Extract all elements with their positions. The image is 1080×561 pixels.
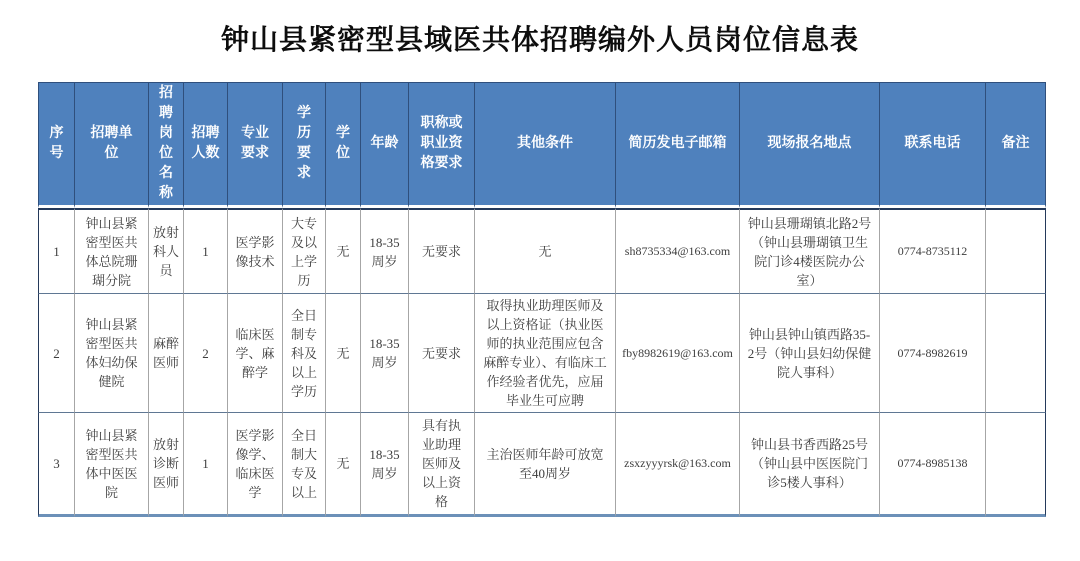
cell-location: 钟山县珊瑚镇北路2号（钟山县珊瑚镇卫生院门诊4楼医院办公室） <box>740 208 880 294</box>
cell-location: 钟山县钟山镇西路35-2号（钟山县妇幼保健院人事科） <box>740 294 880 413</box>
cell-major: 医学影像技术 <box>228 208 283 294</box>
cell-headcount: 2 <box>184 294 228 413</box>
cell-phone: 0774-8735112 <box>880 208 986 294</box>
cell-position: 麻醉医师 <box>149 294 184 413</box>
cell-email: sh8735334@163.com <box>616 208 740 294</box>
cell-qualification: 无要求 <box>409 208 475 294</box>
cell-education: 全日制专科及以上学历 <box>283 294 326 413</box>
cell-qualification: 具有执业助理医师及以上资格 <box>409 413 475 517</box>
column-header-position: 招聘岗位名称 <box>149 82 184 208</box>
column-header-location: 现场报名地点 <box>740 82 880 208</box>
cell-seq: 1 <box>38 208 75 294</box>
table-row-1 <box>38 208 1046 294</box>
cell-position: 放射科人员 <box>149 208 184 294</box>
cell-degree: 无 <box>326 208 361 294</box>
column-header-education: 学历要求 <box>283 82 326 208</box>
cell-phone: 0774-8985138 <box>880 413 986 517</box>
cell-location: 钟山县书香西路25号（钟山县中医医院门诊5楼人事科） <box>740 413 880 517</box>
cell-other: 无 <box>475 208 616 294</box>
column-header-remark: 备注 <box>986 82 1046 208</box>
cell-seq: 2 <box>38 294 75 413</box>
column-header-other: 其他条件 <box>475 82 616 208</box>
cell-qualification: 无要求 <box>409 294 475 413</box>
page <box>0 18 1080 561</box>
cell-unit: 钟山县紧密型医共体总院珊瑚分院 <box>75 208 149 294</box>
column-header-qualification: 职称或职业资格要求 <box>409 82 475 208</box>
cell-seq: 3 <box>38 413 75 517</box>
cell-remark <box>986 208 1046 294</box>
cell-age: 18-35周岁 <box>361 294 409 413</box>
cell-headcount: 1 <box>184 413 228 517</box>
header-row <box>38 82 1046 208</box>
cell-headcount: 1 <box>184 208 228 294</box>
cell-age: 18-35周岁 <box>361 413 409 517</box>
cell-age: 18-35周岁 <box>361 208 409 294</box>
cell-major: 医学影像学、临床医学 <box>228 413 283 517</box>
job-positions-table <box>38 82 1046 517</box>
cell-major: 临床医学、麻醉学 <box>228 294 283 413</box>
cell-email: fby8982619@163.com <box>616 294 740 413</box>
cell-education: 大专及以上学历 <box>283 208 326 294</box>
page-title: 钟山县紧密型县域医共体招聘编外人员岗位信息表 <box>220 25 859 56</box>
column-header-seq: 序号 <box>38 82 75 208</box>
cell-education: 全日制大专及以上 <box>283 413 326 517</box>
cell-unit: 钟山县紧密型医共体中医医院 <box>75 413 149 517</box>
column-header-age: 年龄 <box>361 82 409 208</box>
column-header-unit: 招聘单位 <box>75 82 149 208</box>
table-row-2 <box>38 294 1046 413</box>
cell-position: 放射诊断医师 <box>149 413 184 517</box>
table-row-3 <box>38 413 1046 517</box>
cell-degree: 无 <box>326 413 361 517</box>
cell-email: zsxzyyyrsk@163.com <box>616 413 740 517</box>
column-header-major: 专业要求 <box>228 82 283 208</box>
cell-other: 取得执业助理医师及以上资格证（执业医师的执业范围应包含麻醉专业）、有临床工作经验者优先，应届毕业生可应聘 <box>475 294 616 413</box>
column-header-degree: 学位 <box>326 82 361 208</box>
cell-degree: 无 <box>326 294 361 413</box>
cell-other: 主治医师年龄可放宽至40周岁 <box>475 413 616 517</box>
column-header-email: 简历发电子邮箱 <box>616 82 740 208</box>
cell-phone: 0774-8982619 <box>880 294 986 413</box>
column-header-headcount: 招聘人数 <box>184 82 228 208</box>
cell-unit: 钟山县紧密型医共体妇幼保健院 <box>75 294 149 413</box>
column-header-phone: 联系电话 <box>880 82 986 208</box>
cell-remark <box>986 413 1046 517</box>
cell-remark <box>986 294 1046 413</box>
